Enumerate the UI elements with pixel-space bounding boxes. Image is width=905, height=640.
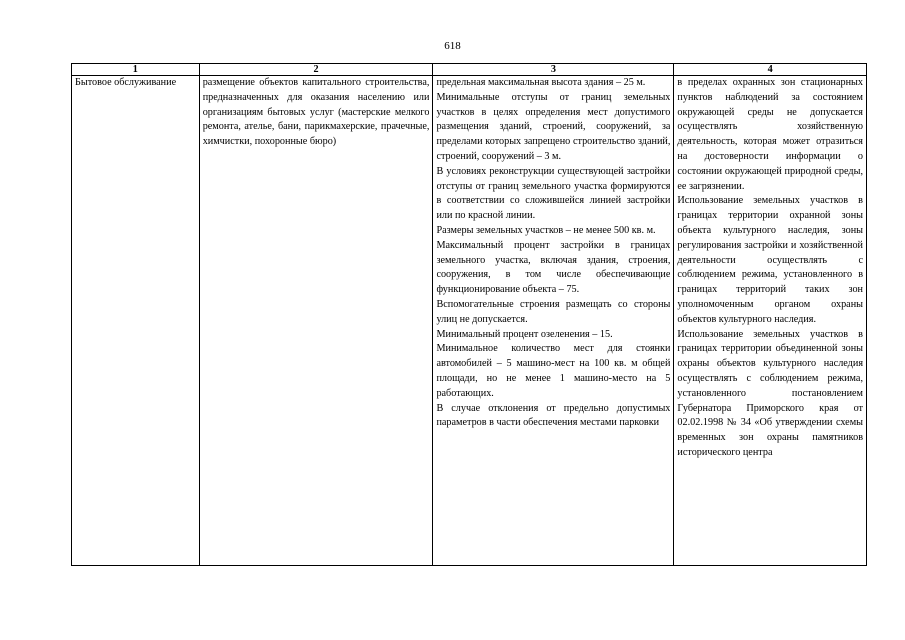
- land-use-table: [71, 63, 867, 566]
- restriction-paragraph: в пределах охранных зон стационарных пунктов наблюдений за состоянием окружающей среды не допускается осуществлять хозяйственную деятельность, которая может отразиться на достоверности информации о состоянии окружающей природной среды, ее загрязнении.: [677, 77, 863, 192]
- column-header-4: 4: [674, 64, 867, 76]
- parameters-cell: [433, 76, 674, 566]
- parameter-paragraph: Минимальное количество мест для стоянки автомобилей – 5 машино-мест на 100 кв. м общей площади, но не менее 1 машино-место на 5 работающих.: [436, 343, 671, 399]
- restrictions-cell: [674, 76, 867, 566]
- use-type-cell: [72, 76, 200, 566]
- page-number: 618: [444, 40, 461, 52]
- use-type-text: Бытовое обслуживание: [75, 77, 177, 88]
- parameter-paragraph: В случае отклонения от предельно допустимых параметров в части обеспечения местами парковки: [436, 402, 671, 429]
- description-cell: [199, 76, 433, 566]
- description-text: размещение объектов капитального строительства, предназначенных для оказания населению или организациям бытовых услуг (мастерские мелкого ремонта, ателье, бани, парикмахерские, прачечные, химчистки, похоронные бюро): [202, 77, 430, 148]
- parameter-paragraph: Максимальный процент застройки в границах земельного участка, включая здания, строения, сооружения, в том числе обеспечивающие функционирование объекта – 75.: [436, 239, 671, 296]
- parameter-paragraph: В условиях реконструкции существующей застройки отступы от границ земельного участка формируются в соответствии со сложившейся линией застройки или по красной линии.: [436, 165, 671, 222]
- parameter-paragraph: Вспомогательные строения размещать со стороны улиц не допускается.: [436, 298, 671, 325]
- parameter-paragraph: Минимальные отступы от границ земельных участков в целях определения мест допустимого размещения зданий, строений, сооружений, за пределами которых запрещено строительство зданий, строений, сооружений – 3 м.: [436, 91, 671, 162]
- parameter-paragraph: Минимальный процент озеленения – 15.: [436, 328, 613, 340]
- parameter-paragraph: предельная максимальная высота здания – 25 м.: [436, 77, 646, 88]
- column-header-1: 1: [72, 64, 200, 76]
- parameter-paragraph: Размеры земельных участков – не менее 500 кв. м.: [436, 224, 656, 236]
- parameters-text: [436, 76, 670, 565]
- restriction-paragraph: Использование земельных участков в границах территории охранной зоны объекта культурного наследия, зоны регулирования застройки и хозяйственной деятельности осуществлять с соблюдением режима, установленного в границах территорий таких зон уполномоченным органом охраны объектов культурного наследия.: [677, 195, 863, 325]
- restrictions-text: [677, 76, 863, 565]
- table-row: [72, 76, 867, 566]
- table-header-row: [72, 64, 867, 76]
- column-header-2: 2: [199, 64, 433, 76]
- column-header-3: 3: [433, 64, 674, 76]
- restriction-paragraph: Использование земельных участков в границах территории объединенной зоны охраны объектов культурного наследия осуществлять с соблюдением режима, установленного постановлением Губернатора Приморского края от 02.02.1998 № 34 «Об утверждении схемы временных зон охраны памятников исторического центра: [677, 328, 863, 458]
